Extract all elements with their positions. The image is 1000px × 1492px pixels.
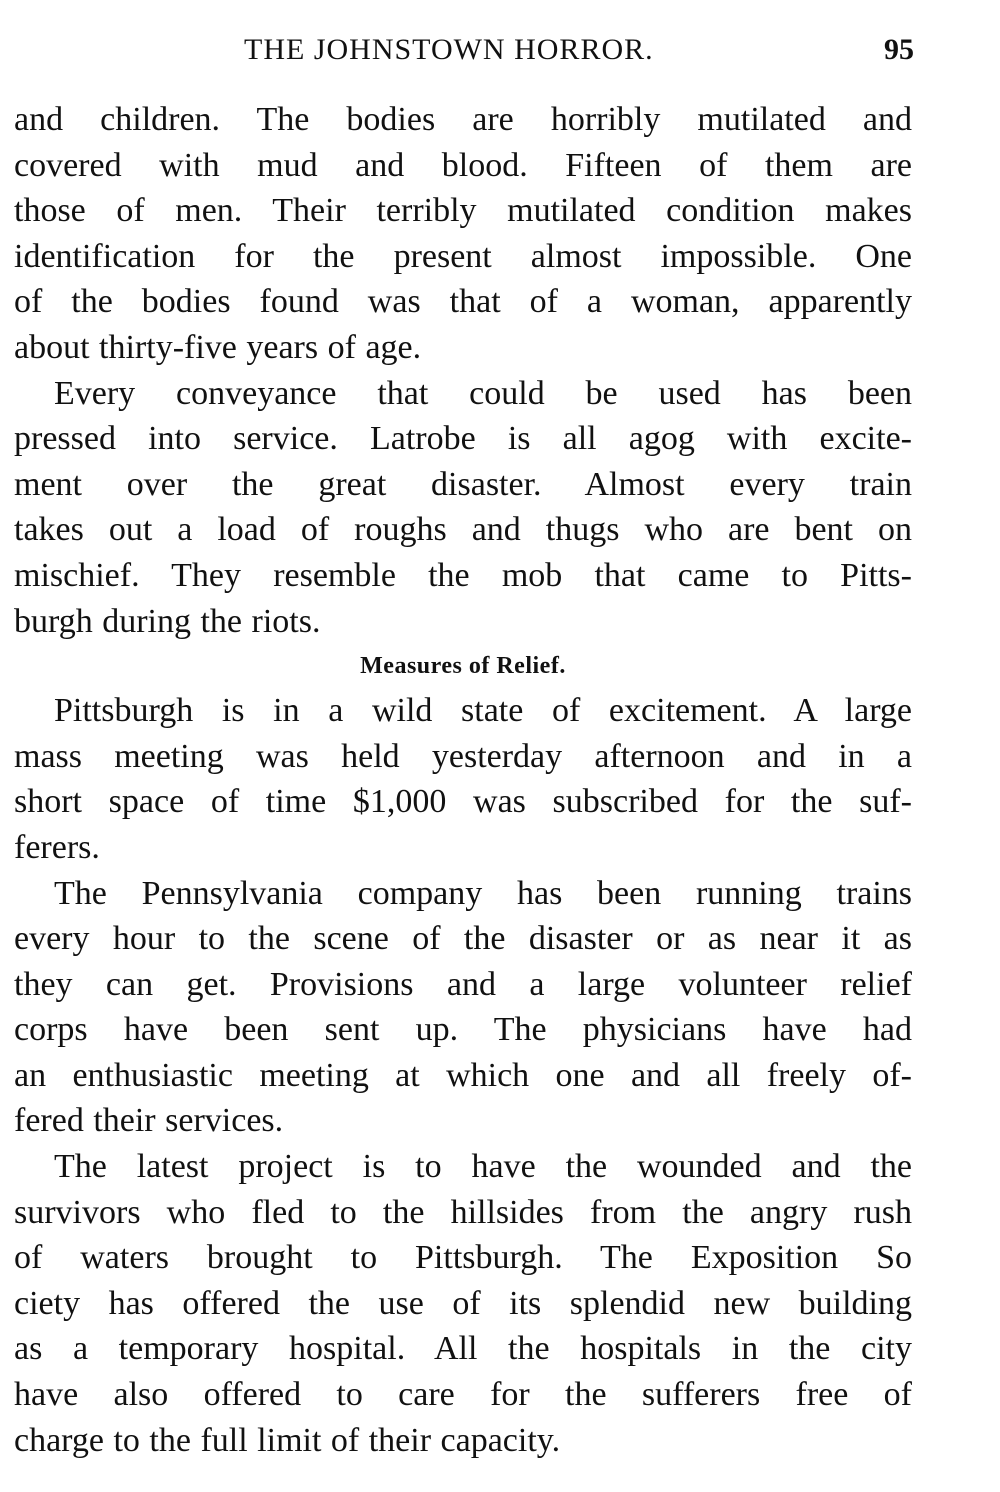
text-line: covered with mud and blood. Fifteen of them are (14, 146, 912, 184)
paragraph-3 (14, 688, 912, 734)
text-line: an enthusiastic meeting at which one and all freely of- (14, 1056, 912, 1094)
paragraph-1 (14, 97, 912, 371)
paragraph-2 (14, 371, 912, 417)
text-line: fered their services. (14, 1102, 284, 1140)
text-line: mass meeting was held yesterday afternoon and in a (14, 737, 912, 775)
text-line: as a temporary hospital. All the hospitals in the city (14, 1330, 912, 1368)
text-line: burgh during the riots. (14, 602, 321, 640)
paragraph-3-cont (14, 734, 912, 871)
text-line: survivors who fled to the hillsides from the angry rush (14, 1193, 912, 1231)
paragraph-4-cont (14, 916, 912, 1144)
text-line: corps have been sent up. The physicians have had (14, 1011, 912, 1049)
text-line: about thirty-five years of age. (14, 328, 422, 366)
text-line: they can get. Provisions and a large volunteer relief (14, 965, 912, 1003)
text-line: ciety has offered the use of its splendid new building (14, 1284, 912, 1322)
text-line: Pittsburgh is in a wild state of excitement. A large (54, 692, 912, 730)
paragraph-2-cont (14, 416, 912, 644)
text-line: short space of time $1,000 was subscribed for the suf- (14, 783, 912, 821)
text-line: The latest project is to have the wounded and the (54, 1148, 912, 1186)
text-line: takes out a load of roughs and thugs who are bent on (14, 511, 912, 549)
text-line: every hour to the scene of the disaster or as near it as (14, 920, 912, 958)
text-line: mischief. They resemble the mob that came to Pitts- (14, 556, 912, 594)
text-line: Every conveyance that could be used has been (54, 374, 912, 412)
section-heading: Measures of Relief. (360, 653, 566, 680)
text-line: those of men. Their terribly mutilated condition makes (14, 192, 912, 230)
text-line: and children. The bodies are horribly mutilated and (14, 101, 912, 138)
page-number: 95 (884, 33, 914, 66)
running-title: THE JOHNSTOWN HORROR. (244, 33, 654, 66)
text-line: of waters brought to Pittsburgh. The Exposition So (14, 1239, 912, 1277)
text-line: of the bodies found was that of a woman, apparently (14, 283, 912, 321)
body-text (14, 97, 912, 1463)
running-head (14, 30, 914, 70)
text-line: pressed into service. Latrobe is all agog with excite- (14, 420, 912, 458)
paragraph-5-cont (14, 1190, 912, 1464)
text-line: ment over the great disaster. Almost every train (14, 465, 912, 503)
text-line: charge to the full limit of their capacity. (14, 1421, 561, 1459)
paragraph-4 (14, 871, 912, 917)
text-line: ferers. (14, 828, 100, 866)
text-line: have also offered to care for the sufferers free of (14, 1376, 912, 1414)
text-line: The Pennsylvania company has been running trains (54, 874, 912, 912)
text-line: identification for the present almost impossible. One (14, 237, 912, 275)
paragraph-5 (14, 1144, 912, 1190)
